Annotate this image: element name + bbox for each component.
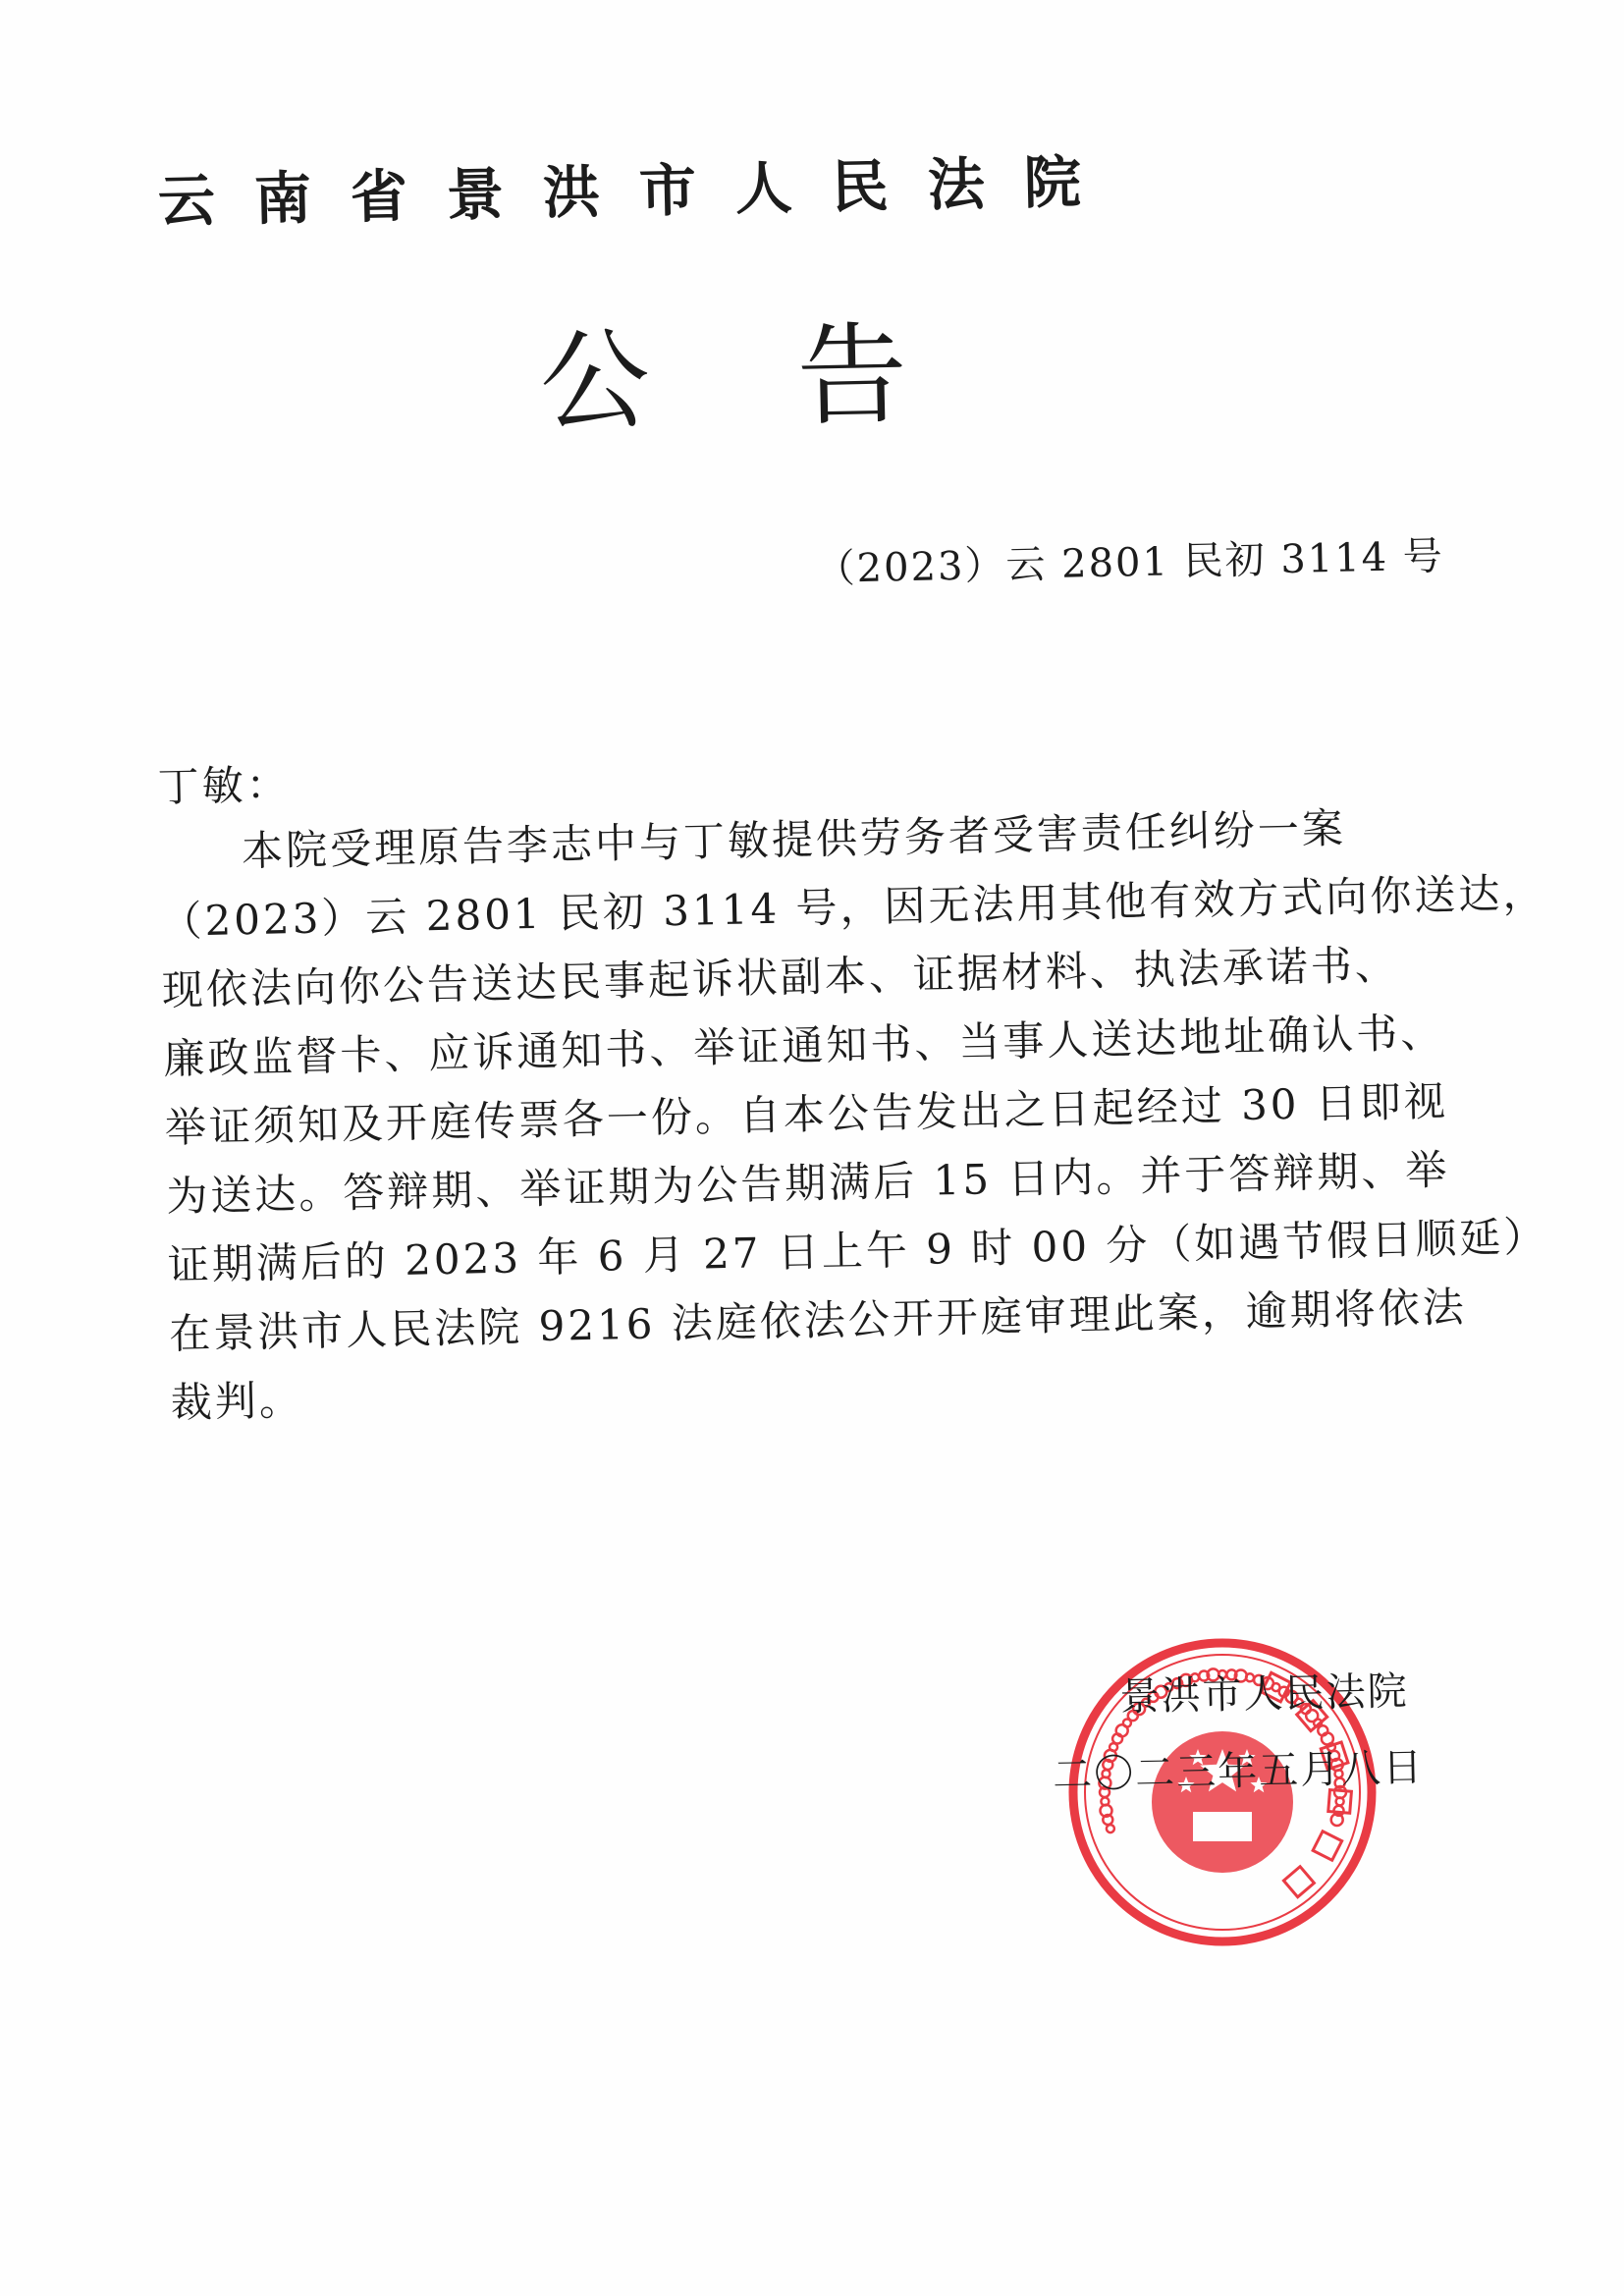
notice-line: 本院受理原告李志中与丁敏提供劳务者受害责任纠纷一案 (241, 803, 1347, 876)
issuing-court: 景洪市人民法院 (1119, 1668, 1410, 1721)
court-name-heading: 云南省景洪市人民法院 (157, 147, 1121, 235)
notice-line: 在景洪市人民法院 9216 法庭依法公开开庭审理此案，逾期将依法 (168, 1283, 1468, 1358)
signature-block (1051, 1662, 1446, 1805)
addressee: 丁敏： (157, 760, 292, 811)
notice-line: 证期满后的 2023 年 6 月 27 日上午 9 时 00 分（如遇节假日顺延） (167, 1212, 1548, 1289)
notice-line: 裁判。 (170, 1376, 304, 1427)
notice-line: （2023）云 2801 民初 3114 号，因无法用其他有效方式向你送达， (160, 868, 1547, 946)
notice-body (157, 730, 1548, 1438)
document-type-title: 公告 (538, 308, 1056, 447)
notice-line: 举证须知及开庭传票各一份。自本公告发出之日起经过 30 日即视 (164, 1076, 1449, 1152)
notice-line: 为送达。答辩期、举证期为公告期满后 15 日内。并于答辩期、举 (165, 1145, 1450, 1221)
notice-line: 廉政监督卡、应诉通知书、举证通知书、当事人送达地址确认书、 (162, 1008, 1445, 1083)
notice-line: 现依法向你公告送达民事起诉状副本、证据材料、执法承诺书、 (161, 940, 1400, 1014)
case-number: （2023）云 2801 民初 3114 号 (815, 533, 1445, 592)
notice-text (158, 793, 1548, 1438)
issue-date: 二〇二三年五月八日 (1052, 1745, 1425, 1798)
